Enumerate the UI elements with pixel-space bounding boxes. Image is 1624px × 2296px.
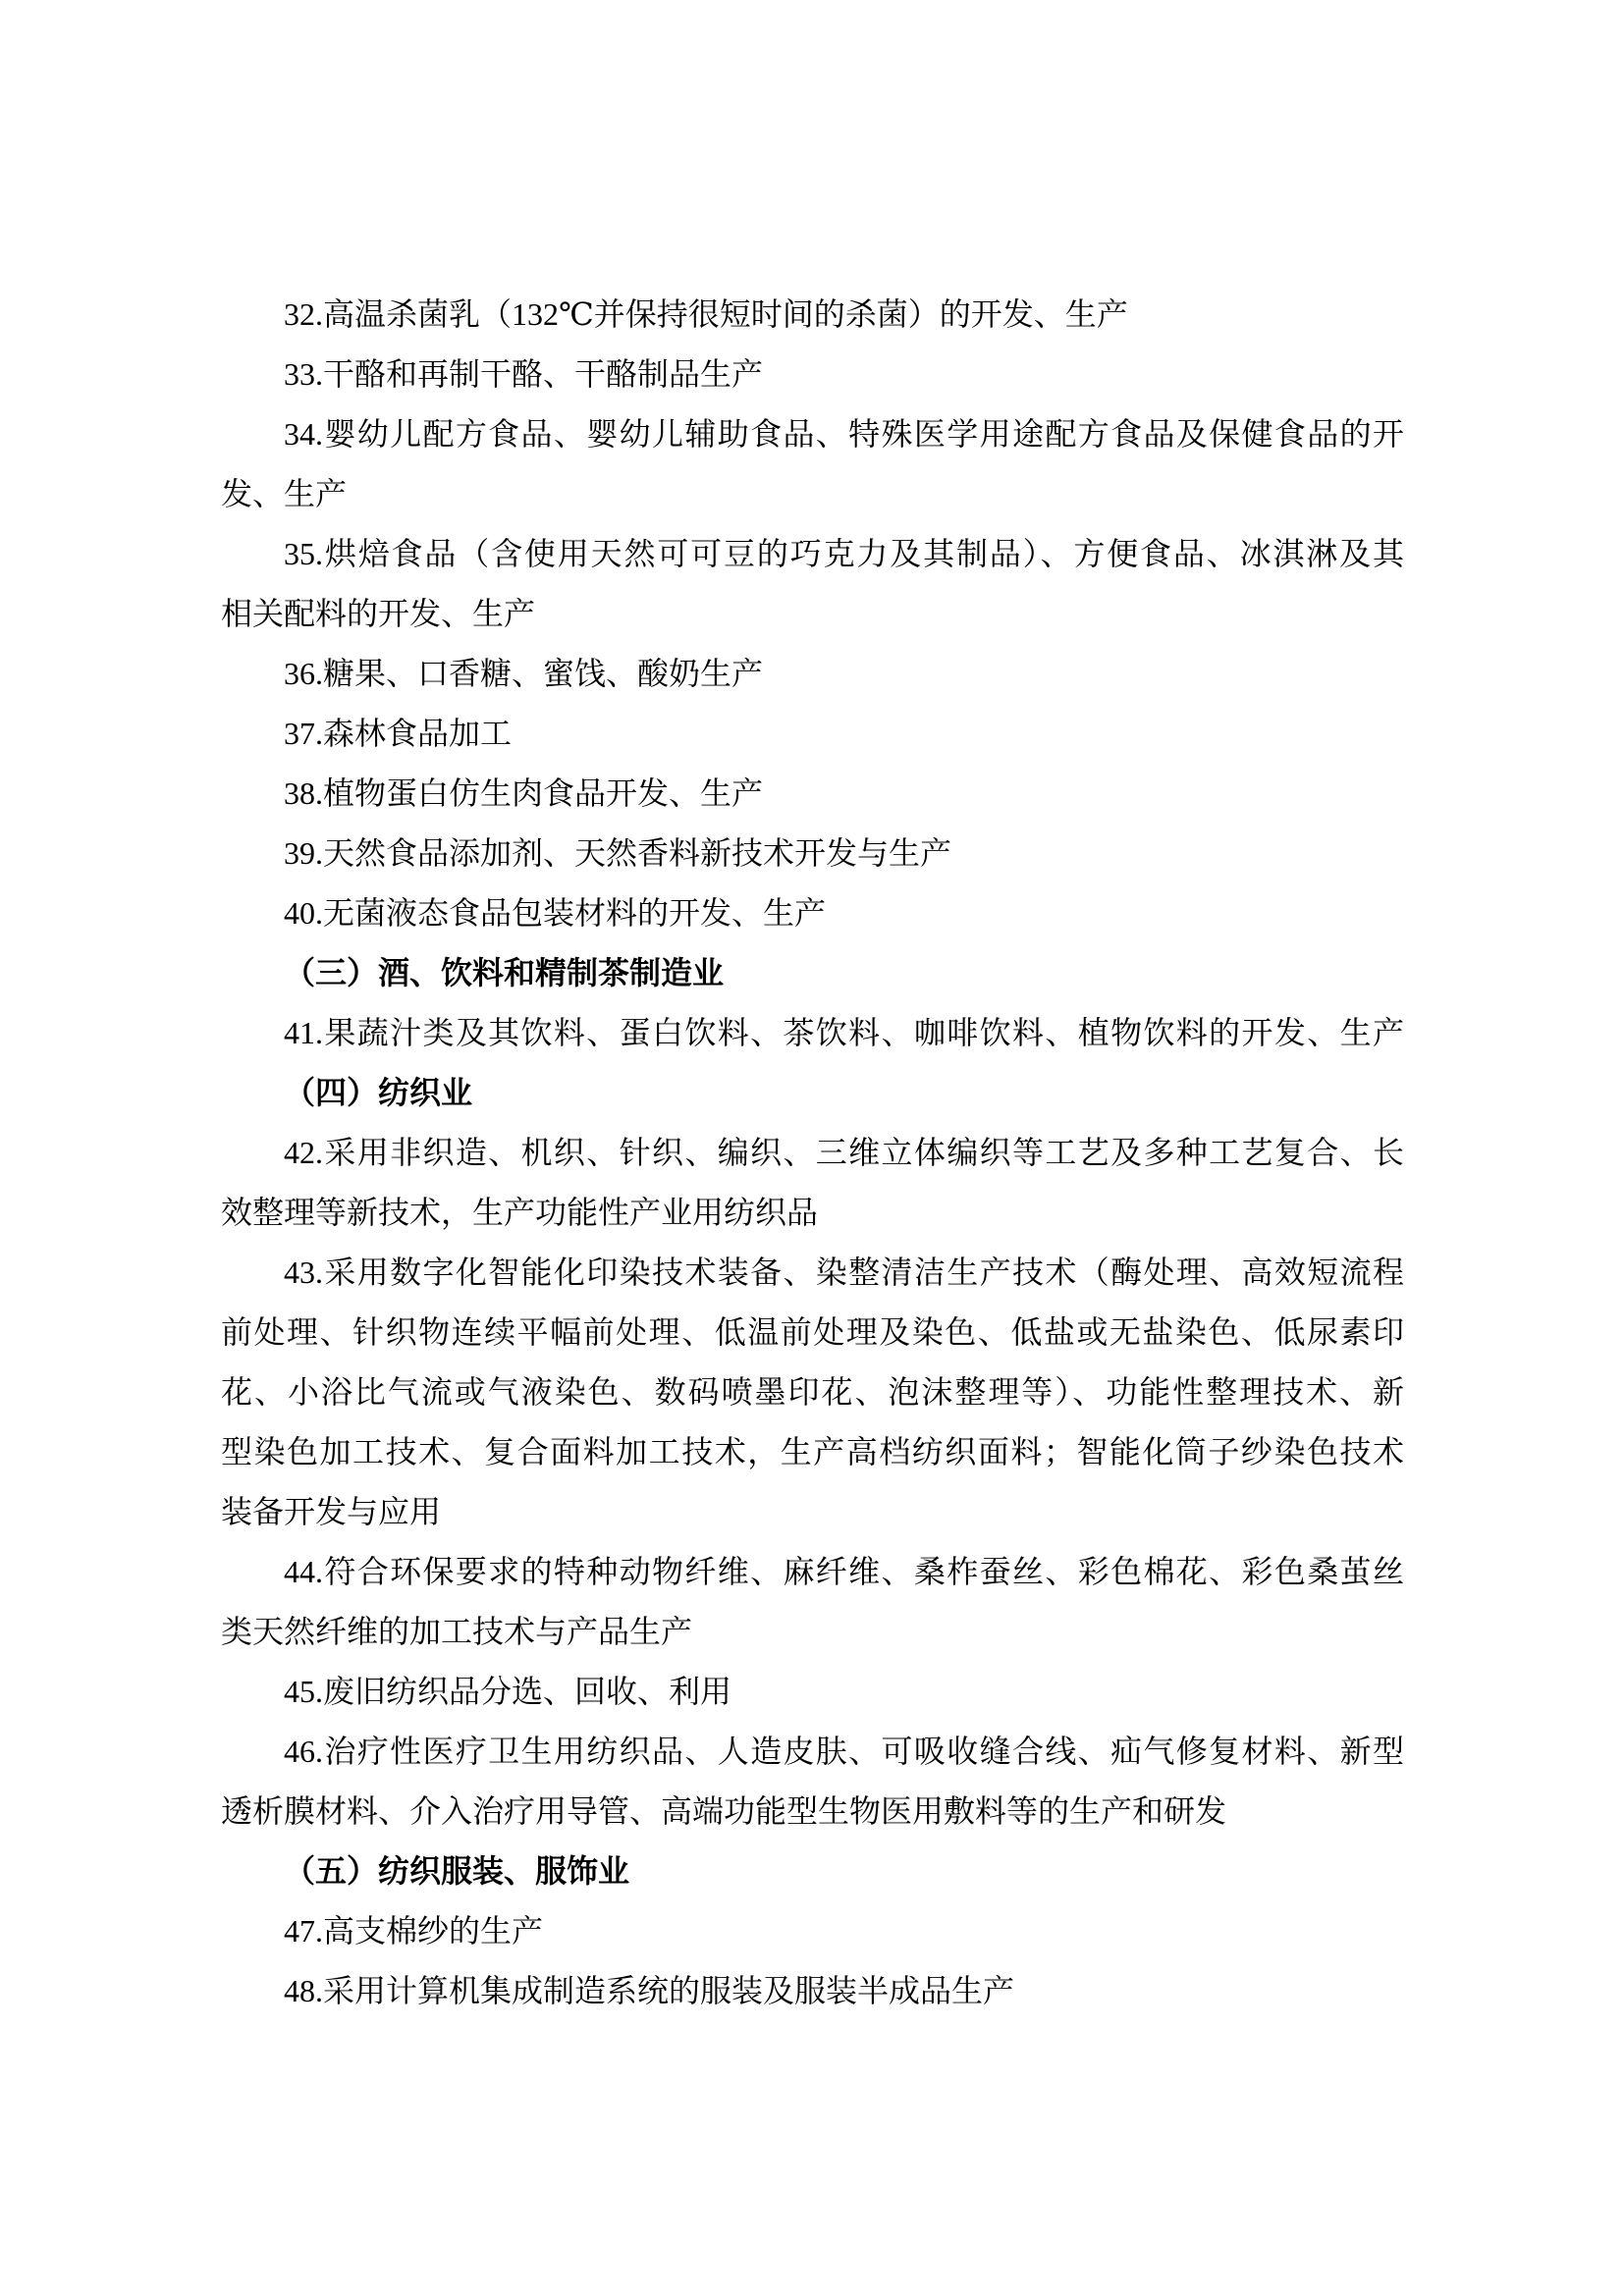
document-line: 46.治疗性医疗卫生用纺织品、人造皮肤、可吸收缝合线、疝气修复材料、新型 xyxy=(284,1734,1404,1769)
document-line: 47.高支棉纱的生产 xyxy=(284,1913,544,1949)
document-line: 33.干酪和再制干酪、干酪制品生产 xyxy=(284,356,764,392)
document-line: 效整理等新技术，生产功能性产业用纺织品 xyxy=(221,1195,819,1230)
document-line: 花、小浴比气流或气液染色、数码喷墨印花、泡沫整理等）、功能性整理技术、新 xyxy=(221,1374,1404,1410)
document-line: 类天然纤维的加工技术与产品生产 xyxy=(221,1614,693,1649)
document-line: 45.废旧纺织品分选、回收、利用 xyxy=(284,1674,732,1709)
document-line: 37.森林食品加工 xyxy=(284,716,513,751)
text-block xyxy=(221,285,1404,2021)
document-line: 44.符合环保要求的特种动物纤维、麻纤维、桑柞蚕丝、彩色棉花、彩色桑茧丝 xyxy=(284,1554,1404,1589)
document-line: 前处理、针织物连续平幅前处理、低温前处理及染色、低盐或无盐染色、低尿素印 xyxy=(221,1314,1404,1350)
document-line: 32.高温杀菌乳（132℃并保持很短时间的杀菌）的开发、生产 xyxy=(284,296,1128,332)
document-line: 39.天然食品添加剂、天然香料新技术开发与生产 xyxy=(284,835,952,871)
section-heading: （三）酒、饮料和精制茶制造业 xyxy=(284,955,725,990)
document-line: 42.采用非织造、机织、针织、编织、三维立体编织等工艺及多种工艺复合、长 xyxy=(284,1135,1404,1170)
document-line: 43.采用数字化智能化印染技术装备、染整清洁生产技术（酶处理、高效短流程 xyxy=(284,1255,1404,1290)
document-line: 型染色加工技术、复合面料加工技术，生产高档纺织面料；智能化筒子纱染色技术 xyxy=(221,1434,1404,1469)
document-line: 35.烘焙食品（含使用天然可可豆的巧克力及其制品）、方便食品、冰淇淋及其 xyxy=(284,536,1404,571)
document-line: 40.无菌液态食品包装材料的开发、生产 xyxy=(284,895,827,931)
document-line: 相关配料的开发、生产 xyxy=(221,596,536,631)
document-line: 36.糖果、口香糖、蜜饯、酸奶生产 xyxy=(284,656,764,691)
document-line: 34.婴幼儿配方食品、婴幼儿辅助食品、特殊医学用途配方食品及保健食品的开 xyxy=(284,416,1404,452)
document-line: 41.果蔬汁类及其饮料、蛋白饮料、茶饮料、咖啡饮料、植物饮料的开发、生产 xyxy=(284,1015,1404,1050)
document-line: 38.植物蛋白仿生肉食品开发、生产 xyxy=(284,775,764,811)
section-heading: （五）纺织服装、服饰业 xyxy=(284,1853,630,1889)
section-heading: （四）纺织业 xyxy=(284,1075,473,1110)
document-line: 装备开发与应用 xyxy=(221,1494,442,1529)
document-line: 发、生产 xyxy=(221,476,348,511)
document-line: 透析膜材料、介入治疗用导管、高端功能型生物医用敷料等的生产和研发 xyxy=(221,1793,1227,1829)
document-line: 48.采用计算机集成制造系统的服装及服装半成品生产 xyxy=(284,1973,1015,2008)
